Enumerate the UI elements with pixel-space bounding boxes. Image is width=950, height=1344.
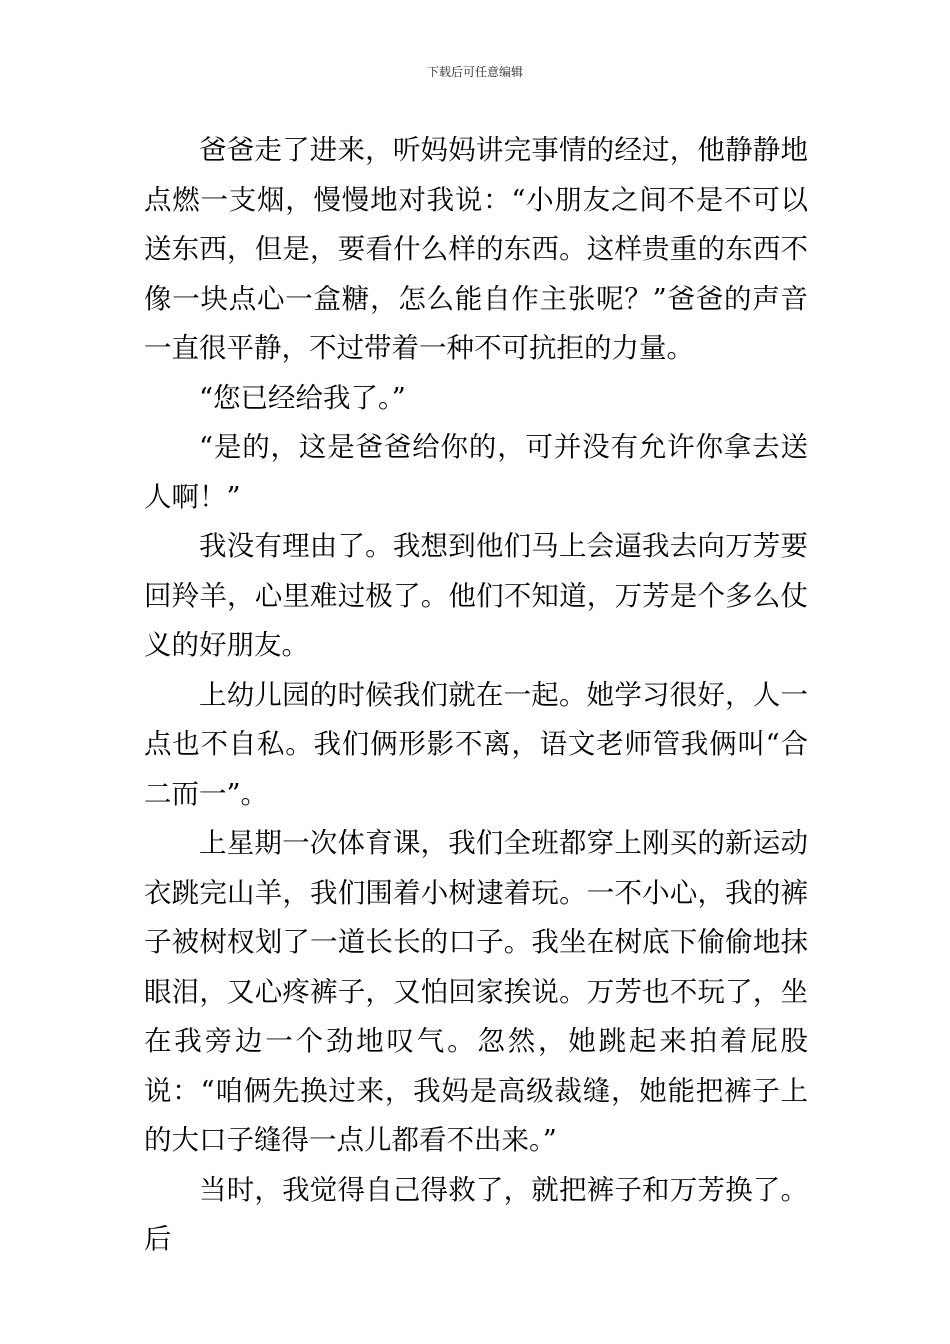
paragraph-1: 爸爸走了进来，听妈妈讲完事情的经过，他静静地点燃一支烟，慢慢地对我说：“小朋友之间不是不可以送东西，但是，要看什么样的东西。这样贵重的东西不像一块点心一盒糖，怎么能自作主张呢？”爸爸的声音一直很平静，不过带着一种不可抗拒的力量。 xyxy=(144,134,808,364)
paragraph-6: 上星期一次体育课，我们全班都穿上刚买的新运动衣跳完山羊，我们围着小树逮着玩。一不小心，我的裤子被树杈划了一道长长的口子。我坐在树底下偷偷地抹眼泪，又心疼裤子，又怕回家挨说。万芳也不玩了，坐在我旁边一个劲地叹气。忽然，她跳起来拍着屁股说：“咱俩先换过来，我妈是高级裁缝，她能把裤子上的大口子缝得一点儿都看不出来。” xyxy=(144,827,808,1156)
header-note: 下载后可任意编辑 xyxy=(426,65,523,79)
paragraph-3: “是的，这是爸爸给你的，可并没有允许你拿去送人啊！” xyxy=(144,431,808,513)
paragraph-2: “您已经给我了。” xyxy=(199,381,406,414)
paragraph-5: 上幼儿园的时候我们就在一起。她学习很好，人一点也不自私。我们俩形影不离，语文老师管我俩叫“合二而一”。 xyxy=(144,678,808,810)
paragraph-7: 当时，我觉得自己得救了，就把裤子和万芳换了。后 xyxy=(144,1173,808,1255)
paragraph-4: 我没有理由了。我想到他们马上会逼我去向万芳要回羚羊，心里难过极了。他们不知道，万芳是个多么仗义的好朋友。 xyxy=(144,530,808,661)
body-text xyxy=(144,126,808,1265)
